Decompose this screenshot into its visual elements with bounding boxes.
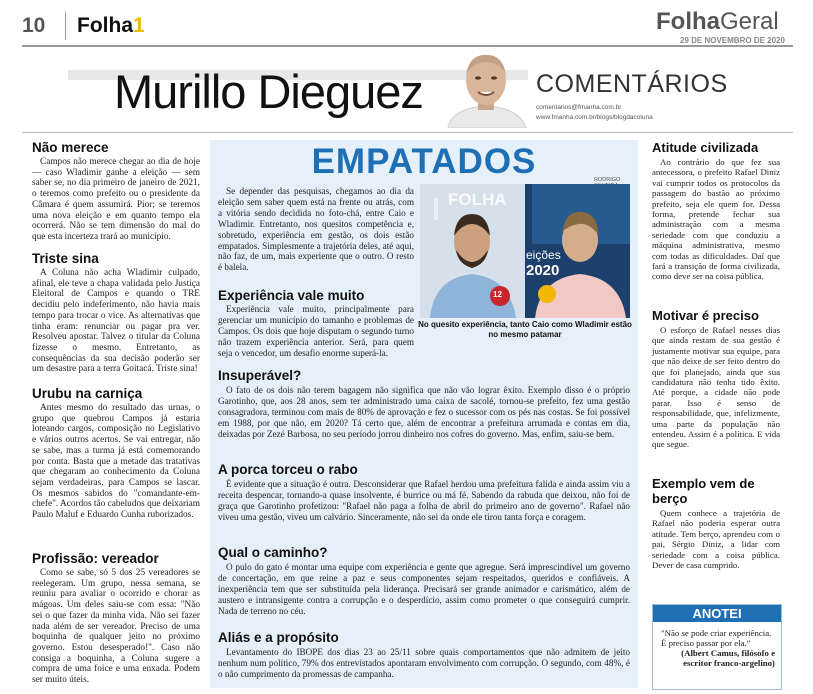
left-section <box>32 140 200 251</box>
section-heading: Não merece <box>32 140 109 155</box>
photo-left-text: FOLHA <box>448 190 507 209</box>
left-brand-name: Folha <box>77 14 133 37</box>
right-section <box>652 308 780 476</box>
section-text: Quem conhece a trajetória de Rafael não poderia esperar outra atitude. Tem berço, aprendeu com o pai, Sérgio Diniz, a lidar com seriedade com a coisa pública. Dever de casa cumprido. <box>652 508 780 571</box>
section-heading: Insuperável? <box>218 368 302 383</box>
section-heading: Atitude civilizada <box>652 140 759 155</box>
section-title: COMENTÁRIOS <box>536 70 728 98</box>
right-section <box>652 476 780 570</box>
left-section <box>32 251 200 386</box>
section-heading: Motivar é preciso <box>652 308 759 323</box>
section-heading: Aliás e a propósito <box>218 630 339 645</box>
intro-text: Se depender das pesquisas, chegamos ao dia da eleição sem saber quem está na frente ou atrás, com a vitória sendo decidida no foto-chá, entre Caio e Wladimir. Entretanto, nos quesitos competência e, sobretudo, experiência em gestão, os dois estão empatados. Simplesmente a trajetória deles, até aqui, não faz, de um, mais experiente que o outro. O resto é balela. <box>218 186 414 273</box>
section-heading: A porca torceu o rabo <box>218 462 358 477</box>
right-brand <box>656 8 779 36</box>
section-text: O fato de os dois não terem bagagem não significa que não vão lograr êxito. Exemplo disso é o próprio Garotinho, que, aos 28 anos, sem ter administrado uma caixa de sacolé, tornou-se prefeito, fez uma gestão consagradora, terminou com mais de 80% de aprovação e fez o sucessor com os pés nas costas. Se foi possível em 1988, por que não, em 2020? Tá certo que, além de encontrar a prefeitura arrumada e contas em dia, deixadas por Zezé Barbosa, no seu período jorrou dinheiro nos cofres do governo. Mas, enfim, saiu-se bem. <box>218 385 630 439</box>
left-section <box>32 386 200 551</box>
left-column <box>32 140 200 686</box>
section-heading: Qual o caminho? <box>218 545 328 560</box>
section-heading: Exemplo vem de berço <box>652 476 755 506</box>
columnist-photo <box>440 52 532 128</box>
left-brand <box>77 14 145 38</box>
right-brand-bold: Folha <box>656 8 720 35</box>
section-text: O pulo do gato é montar uma equipe com experiência e gente que agregue. Será imprescindível um governo de concertação, em que reine a paz e seus componentes sejam respeitados, queridos e confiáveis. A inexperiência tem que ser substituída pela liderança. Precisará ser grande animador e carismático, além de austero e intransigente contra a corrupção e o desperdício, assim como prometer o que conseguirá cumprir. Nada de terreno no céu. <box>218 562 630 616</box>
section-text: Antes mesmo do resultado das urnas, o grupo que quebrou Campos já estaria loteando cargos, composição no Legislativo e vários outros acertos. Se vai entregar, não se sabe, mas a turma já está comemorando por conta. Basta que a metade das tratativas que chegaram ao conhecimento da Coluna sejam verdadeiras, para Campos se lascar. Os mesmos sabidos do "comandante-em-chefe". Acordos tão cabeludos que deixariam Paulo Maluf e Eduardo Cunha ruborizados. <box>32 403 200 521</box>
section-text: Experiência vale muito, principalmente para gerenciar um município do tamanho e problemas de Campos. Os dois que hoje disputam o segundo turno não trazem experiência anterior. Será, para quem seja o vencedor, um desafio enorme superá-la. <box>218 304 414 358</box>
anotei-label: ANOTEI <box>653 605 781 622</box>
anotei-quote: "Não se pode criar experiência. É preciso passar por ela." <box>661 628 772 648</box>
center-content <box>218 140 630 688</box>
header-rule <box>22 45 793 47</box>
columnist-blog[interactable]: www.fmanha.com.br/blogs/blogdacoluna <box>536 114 653 121</box>
section-text: O esforço de Rafael nesses dias que ainda restam de sua gestão é justamente motivar sua equipe, para que não deixe de ser feito dentro do que foi planejado, ainda que sua candidatura não tenha tido êxito. Até porque, a cidade não pode parar. Isso é senso de responsabilidade, que, infelizmente, uma parte da população não entendeu. Assim é a política. E vida que segue. <box>652 325 780 450</box>
anotei-author: (Albert Camus, filósofo e escritor franco-argelino) <box>681 648 775 668</box>
candidates-photo <box>420 184 630 318</box>
section-heading: Urubu na carniça <box>32 386 143 401</box>
section-heading: Profissão: vereador <box>32 551 159 566</box>
photo-right-text: eições <box>526 248 561 262</box>
page-number: 10 <box>22 14 46 37</box>
right-brand-light: Geral <box>720 8 779 35</box>
left-brand-mark: 1 <box>133 14 145 37</box>
right-section <box>652 140 780 308</box>
header-divider <box>65 12 66 40</box>
section-text: Levantamento do IBOPE dos dias 23 ao 25/11 sobre quais comportamentos que não admitem de jeito nenhum num político, 79% dos entrevistados apontaram envolvimento com corrupção. O segundo, com 48%, é o não cumprimento da promessas de campanha. <box>218 647 630 679</box>
main-headline: EMPATADOS <box>311 142 537 181</box>
columnist-email[interactable]: comentarios@fmanha.com.br <box>536 104 622 111</box>
section-heading: Triste sina <box>32 251 99 266</box>
columnist-name: Murillo Dieguez <box>114 65 423 118</box>
section-text: Ao contrário do que fez sua antecessora, o prefeito Rafael Diniz vai cumprir todos os protocolos da passagem do bastão ao próximo prefeito, seja ele quem for. Dessa forma, pretende fechar sua administração com a mesma seriedade com que conduziu a máquina administrativa, mesmo com todas as dificuldades. Daí que fará a transição de forma civilizada, como deve ser na coisa pública. <box>652 157 780 282</box>
section-heading: Experiência vale muito <box>218 288 365 303</box>
section-text: A Coluna não acha Wladimir culpado, afinal, ele teve a chapa validada pelo Justiça Eleitoral de Campos e quando o TRE decidiu pelo indeferimento, não havia mais tempo para trocar o vice. As alternativas que tinha eram: renunciar ou pagar pra ver. Resolveu apostar. Talvez o titular da Coluna fizesse o mesmo. Entretanto, as consequências da sua decisão poderão ser um desastre para a terra Goitacá. Triste sina! <box>32 268 200 375</box>
section-text: É evidente que a situação é outra. Desconsiderar que Rafael herdou uma prefeitura falida e ainda assim viu a receita despencar, tornando-a quase insolvente, é burrice ou má fé. Sabendo da rabuda que deixou, não foi de graça que Garotinho profetizou: "Rafael não paga a folha de abril do primeiro ano de governo". Rafael não viveu uma gestão, viveu um calvário. Sinceramente, não sei da onde ele tirou tanta força e coragem. <box>218 479 630 522</box>
photo-caption: No quesito experiência, tanto Caio como Wladimir estão no mesmo patamar <box>418 320 632 339</box>
columnist-banner <box>22 52 793 130</box>
page-header <box>0 0 813 46</box>
photo-credit: RODRIGO <box>594 177 621 183</box>
photo-left-number: 12 <box>493 290 502 299</box>
section-text: Como se sabe, só 5 dos 25 vereadores se reelegeram. Um grupo, nessa semana, se reuniu para avaliar o ocorrido e chorar as mágoas. Um deles saiu-se com essa: "Não sei o que fazer da minha vida. Não sei fazer nada além de ser vereador. Preciso de uma boquinha de qualquer jeito no próximo governo. Estou desesperado!". Caso não consiga a boquinha, a Coluna sugere a compra de uma foice e uma enxada. Podem ser muito úteis. <box>32 568 200 686</box>
section-text: Campos não merece chegar ao dia de hoje — caso Wladimir ganhe a eleição — sem saber se, no dia primeiro de janeiro de 2021, o teremos como prefeito ou o presidente da Câmara é quem assumirá. Pior; se teremos uma nova eleição e em quanto tempo ela ocorrerá. Não se tem dimensão do mal do que esta incerteza trará ao município. <box>32 157 200 242</box>
photo-right-year: 2020 <box>526 262 560 279</box>
anotei-box <box>652 604 782 690</box>
left-section <box>32 551 200 686</box>
edition-date: 29 DE NOVEMBRO DE 2020 <box>680 36 785 45</box>
right-column <box>652 140 780 570</box>
banner-rule <box>22 132 793 133</box>
